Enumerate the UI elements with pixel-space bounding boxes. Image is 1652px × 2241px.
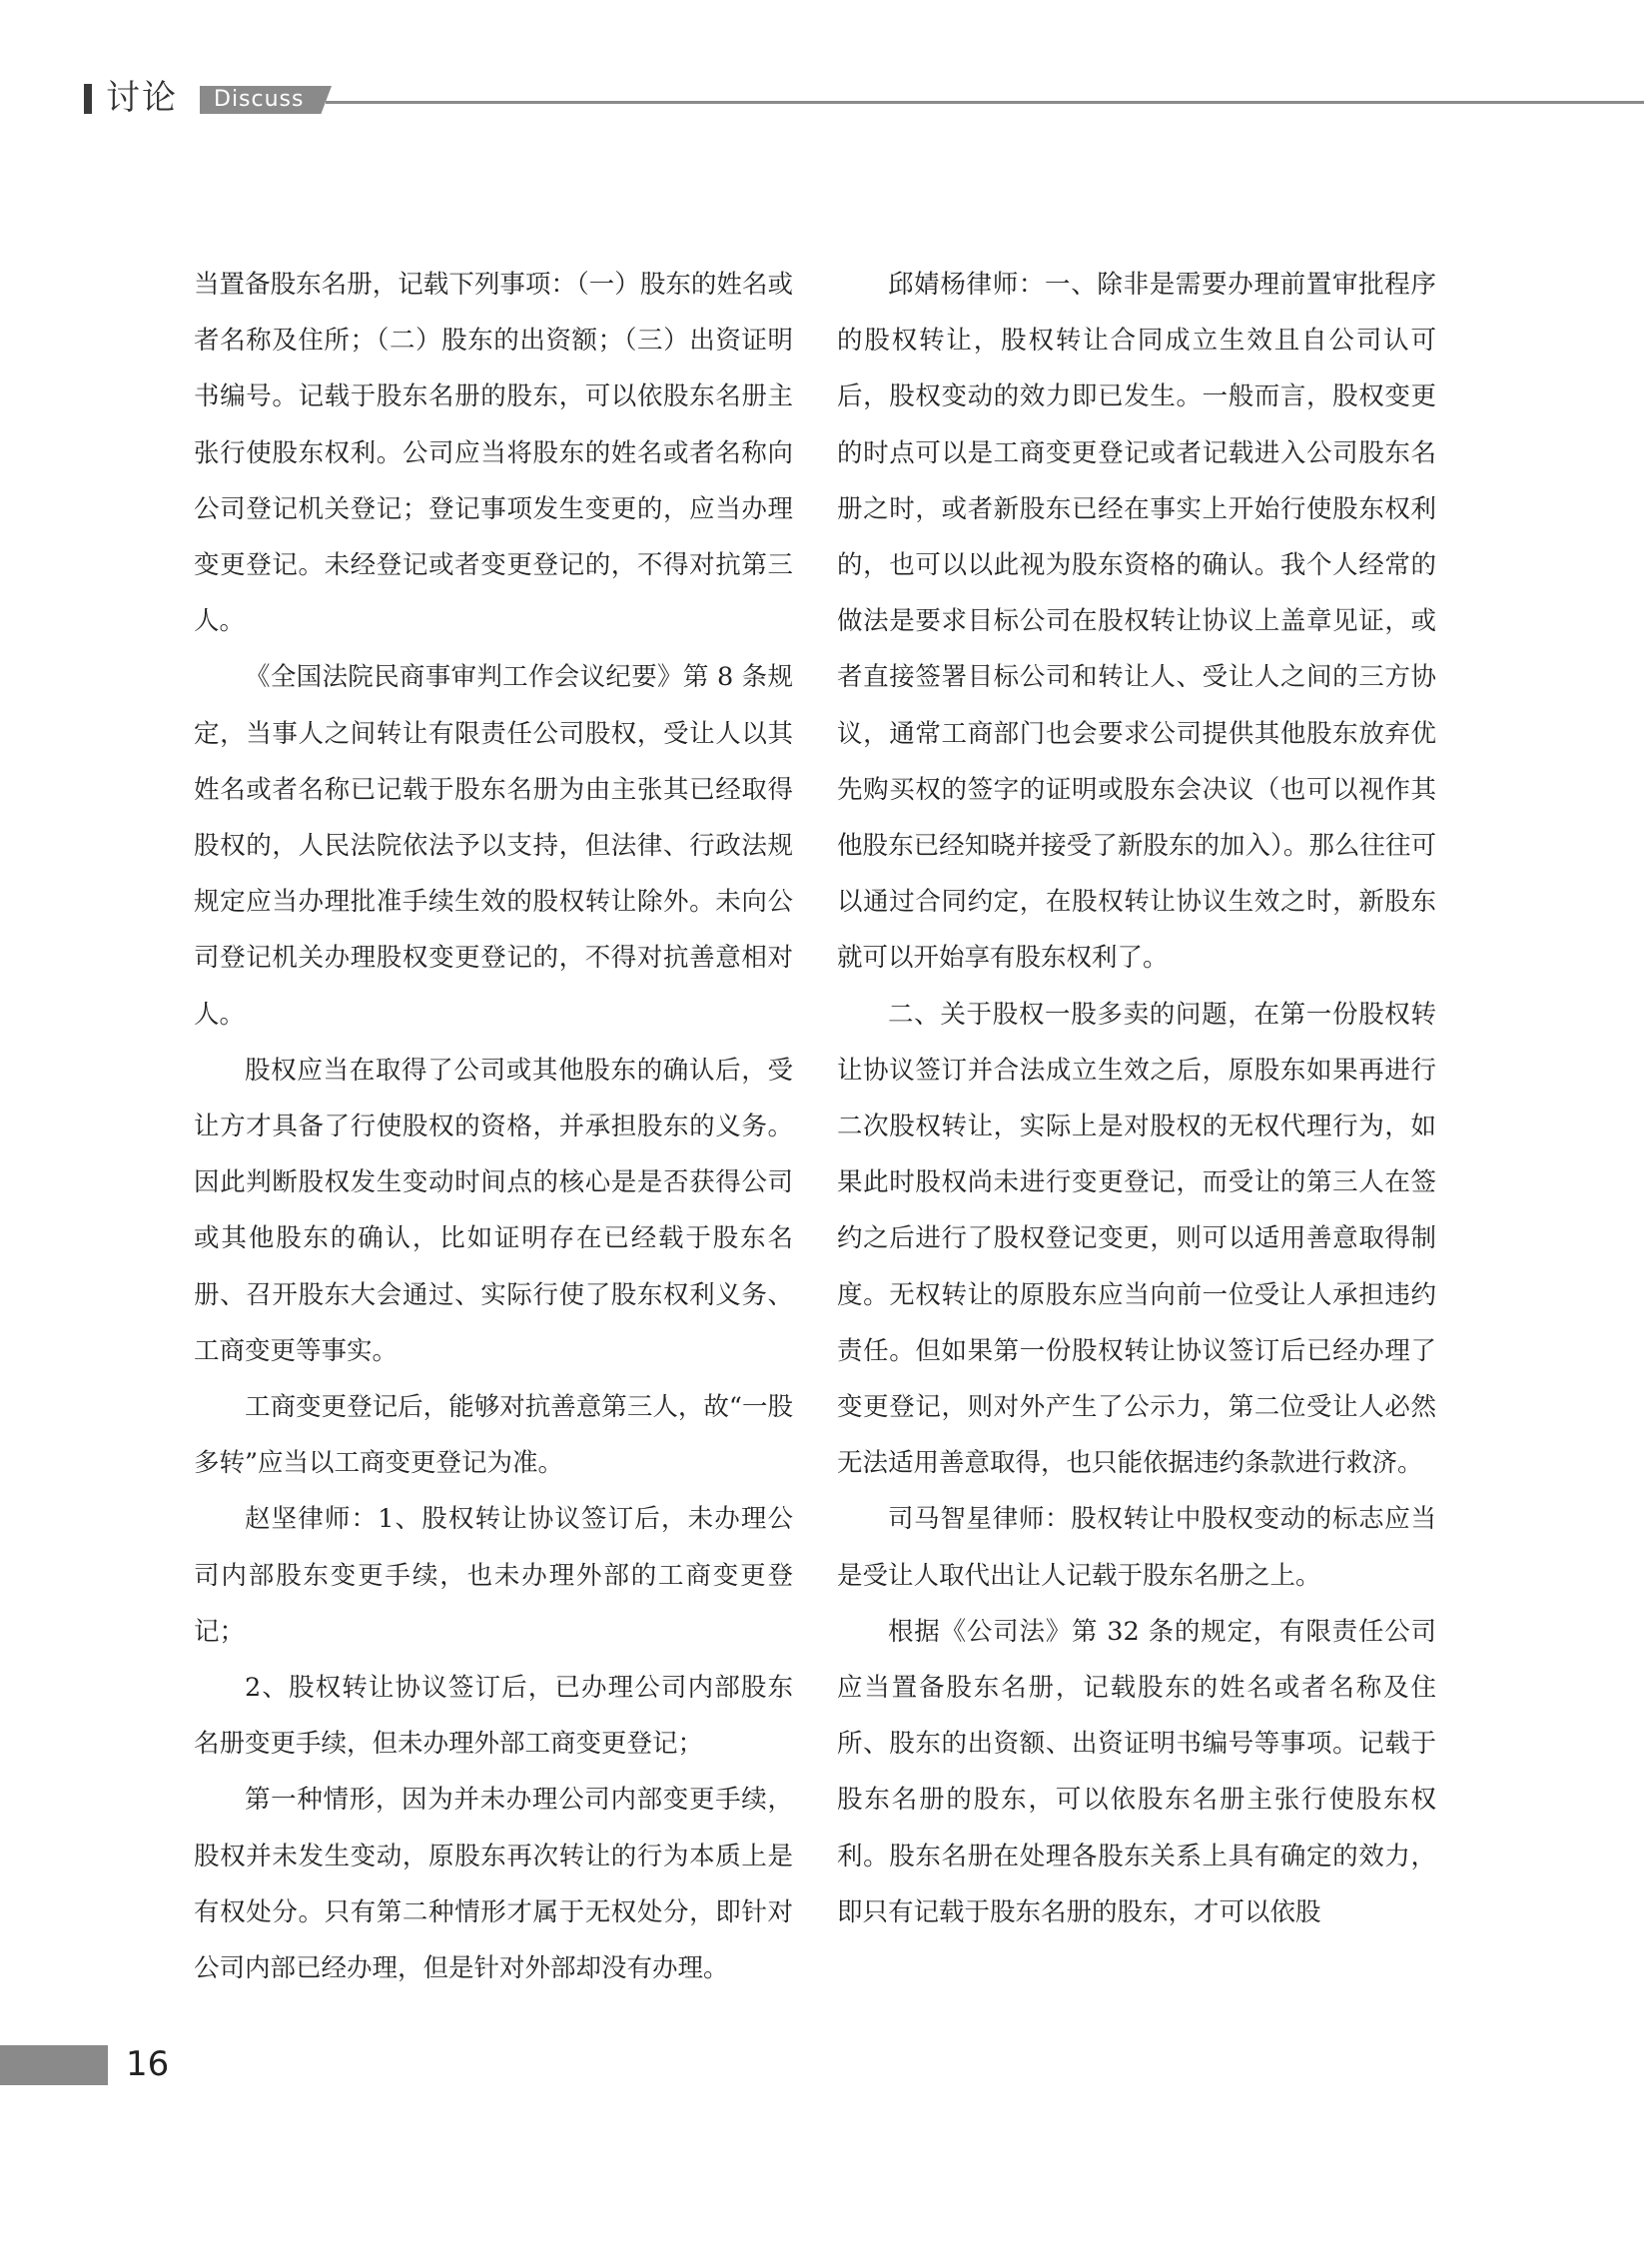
- footer-accent-block: [0, 2045, 108, 2085]
- paragraph: 当置备股东名册，记载下列事项：（一）股东的姓名或者名称及住所；（二）股东的出资额；（三）出资证明书编号。记载于股东名册的股东，可以依股东名册主张行使股东权利。公司应当将股东的姓名或者名称向公司登记机关登记；登记事项发生变更的，应当办理变更登记。未经登记或者变更登记的，不得对抗第三人。: [194, 270, 793, 637]
- header-divider: [326, 101, 1644, 104]
- paragraph: 第一种情形，因为并未办理公司内部变更手续，股权并未发生变动，原股东再次转让的行为本质上是有权处分。只有第二种情形才属于无权处分，即针对公司内部已经办理，但是针对外部却没有办理。: [194, 1785, 793, 1984]
- paragraph: 股权应当在取得了公司或其他股东的确认后，受让方才具备了行使股权的资格，并承担股东的义务。因此判断股权发生变动时间点的核心是是否获得公司或其他股东的确认，比如证明存在已经载于股东名册、召开股东大会通过、实际行使了股东权利义务、工商变更等事实。: [194, 1055, 793, 1366]
- paragraph: 工商变更登记后，能够对抗善意第三人，故“一股多转”应当以工商变更登记为准。: [194, 1392, 793, 1479]
- paragraph: 2、股权转让协议签订后，已办理公司内部股东名册变更手续，但未办理外部工商变更登记；: [194, 1673, 793, 1760]
- paragraph: 赵坚律师：1、股权转让协议签订后，未办理公司内部股东变更手续，也未办理外部的工商变更登记；: [194, 1504, 793, 1647]
- left-column: [194, 257, 793, 1996]
- header-accent-bar: [84, 84, 92, 114]
- paragraph: 二、关于股权一股多卖的问题，在第一份股权转让协议签订并合法成立生效之后，原股东如果再进行二次股权转让，实际上是对股权的无权代理行为，如果此时股权尚未进行变更登记，而受让的第三人在签约之后进行了股权登记变更，则可以适用善意取得制度。无权转让的原股东应当向前一位受让人承担违约责任。但如果第一份股权转让协议签订后已经办理了变更登记，则对外产生了公示力，第二位受让人必然无法适用善意取得，也只能依据违约条款进行救济。: [837, 999, 1436, 1479]
- paragraph: 司马智星律师：股权转让中股权变动的标志应当是受让人取代出让人记载于股东名册之上。: [837, 1504, 1436, 1591]
- page-header: [0, 0, 1652, 140]
- paragraph: 邱婧杨律师：一、除非是需要办理前置审批程序的股权转让，股权转让合同成立生效且自公司认可后，股权变动的效力即已发生。一般而言，股权变更的时点可以是工商变更登记或者记载进入公司股东名册之时，或者新股东已经在事实上开始行使股东权利的，也可以以此视为股东资格的确认。我个人经常的做法是要求目标公司在股权转让协议上盖章见证，或者直接签署目标公司和转让人、受让人之间的三方协议，通常工商部门也会要求公司提供其他股东放弃优先购买权的签字的证明或股东会决议（也可以视作其他股东已经知晓并接受了新股东的加入）。那么往往可以通过合同约定，在股权转让协议生效之时，新股东就可以开始享有股东权利了。: [837, 270, 1436, 974]
- right-column: [837, 257, 1436, 1940]
- paragraph: 《全国法院民商事审判工作会议纪要》第 8 条规定，当事人之间转让有限责任公司股权，受让人以其姓名或者名称已记载于股东名册为由主张其已经取得股权的，人民法院依法予以支持，但法律、行政法规规定应当办理批准手续生效的股权转让除外。未向公司登记机关办理股权变更登记的，不得对抗善意相对人。: [194, 662, 793, 1030]
- section-title: 讨论: [106, 78, 178, 118]
- section-tag-label: Discuss: [214, 87, 305, 112]
- paragraph: 根据《公司法》第 32 条的规定，有限责任公司应当置备股东名册，记载股东的姓名或者名称及住所、股东的出资额、出资证明书编号等事项。记载于股东名册的股东，可以依股东名册主张行使股东权利。股东名册在处理各股东关系上具有确定的效力，即只有记载于股东名册的股东，才可以依股: [837, 1616, 1436, 1927]
- page-number: 16: [126, 2044, 170, 2084]
